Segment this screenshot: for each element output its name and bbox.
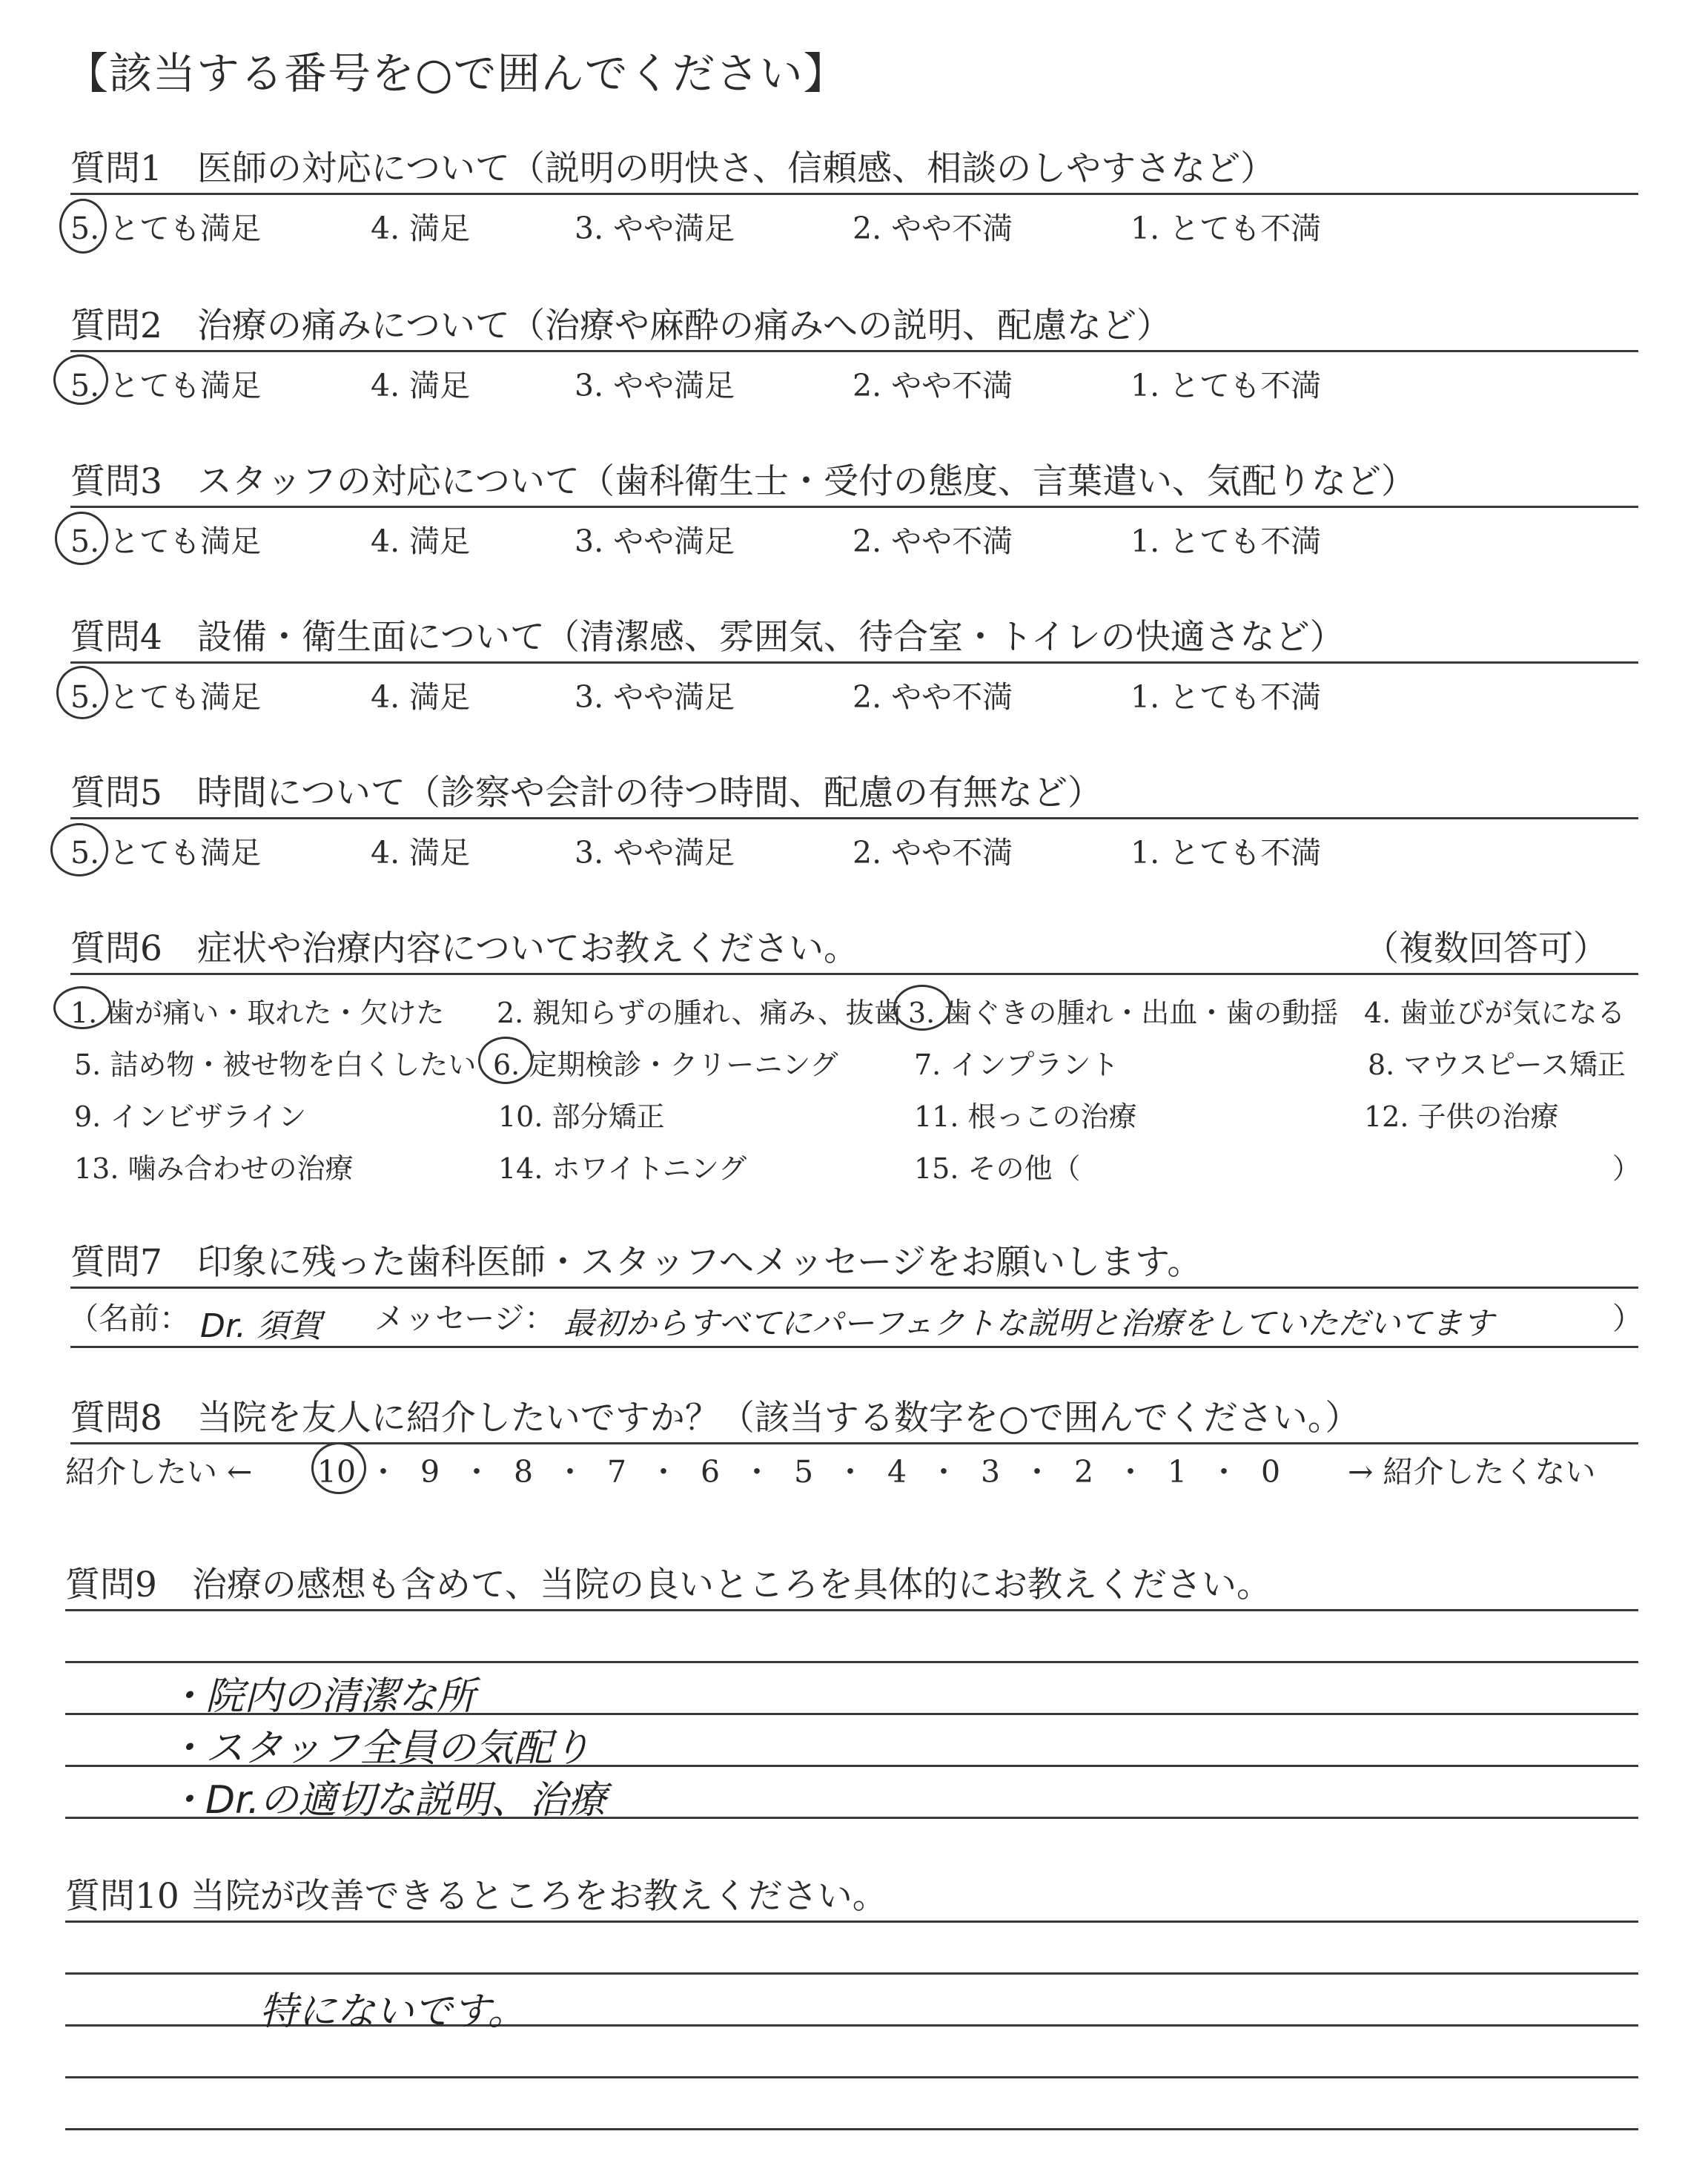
q6-option-3[interactable]: 3. 歯ぐきの腫れ・出血・歯の動揺 bbox=[908, 997, 1339, 1029]
question-6-title: 質問6 症状や治療内容についてお教えください。 bbox=[70, 928, 858, 969]
question-5-title: 質問5 時間について（診察や会計の待つ時間、配慮の有無など） bbox=[70, 773, 1102, 813]
q7-close-paren: ） bbox=[1612, 1301, 1643, 1336]
q8-selection-circle bbox=[311, 1442, 366, 1494]
q3-selection-circle bbox=[55, 512, 108, 565]
q6-option-5[interactable]: 5. 詰め物・被せ物を白くしたい bbox=[74, 1048, 477, 1081]
q8-scale-3[interactable]: 3 bbox=[980, 1454, 1001, 1490]
q6-option-12[interactable]: 12. 子供の治療 bbox=[1364, 1100, 1559, 1133]
q3-option-3[interactable]: 3. やや満足 bbox=[575, 524, 735, 559]
q6-option-4[interactable]: 4. 歯並びが気になる bbox=[1364, 997, 1626, 1029]
q3-option-5[interactable]: 5. とても満足 bbox=[70, 524, 262, 559]
q9-rule-2 bbox=[65, 1661, 1638, 1663]
q6-option-2[interactable]: 2. 親知らずの腫れ、痛み、抜歯 bbox=[497, 997, 902, 1029]
question-1-title: 質問1 医師の対応について（説明の明快さ、信頼感、相談のしやすさなど） bbox=[70, 148, 1276, 189]
q8-scale-0[interactable]: 0 bbox=[1260, 1454, 1281, 1490]
q8-scale-2[interactable]: 2 bbox=[1073, 1454, 1094, 1490]
q5-option-2[interactable]: 2. やや不満 bbox=[853, 835, 1013, 871]
q8-scale-10[interactable]: 10 bbox=[317, 1454, 357, 1490]
q8-scale-4[interactable]: 4 bbox=[887, 1454, 907, 1490]
q4-option-3[interactable]: 3. やや満足 bbox=[575, 679, 735, 715]
q4-option-5[interactable]: 5. とても満足 bbox=[70, 679, 262, 715]
question-7-answer-rule bbox=[70, 1346, 1638, 1348]
question-8-rule bbox=[70, 1442, 1638, 1444]
question-2-rule bbox=[70, 350, 1638, 352]
q5-selection-circle bbox=[50, 823, 108, 876]
q2-option-4[interactable]: 4. 満足 bbox=[371, 368, 471, 403]
q8-scale-separator: ・ bbox=[1208, 1454, 1239, 1490]
q1-option-5[interactable]: 5. とても満足 bbox=[70, 211, 262, 246]
q2-option-5[interactable]: 5. とても満足 bbox=[70, 368, 262, 403]
q10-rule-2 bbox=[65, 1972, 1638, 1975]
q7-name-label: （名前： bbox=[68, 1301, 190, 1336]
q5-option-4[interactable]: 4. 満足 bbox=[371, 835, 471, 871]
q8-scale-separator: ・ bbox=[741, 1454, 772, 1490]
q10-rule-4 bbox=[65, 2076, 1638, 2078]
q2-option-2[interactable]: 2. やや不満 bbox=[853, 368, 1013, 403]
q6-selection-circle-1 bbox=[53, 986, 111, 1029]
question-7-title: 質問7 印象に残った歯科医師・スタッフへメッセージをお願いします。 bbox=[70, 1242, 1202, 1283]
q2-selection-circle bbox=[53, 354, 108, 405]
q4-selection-circle bbox=[56, 666, 108, 719]
q6-option-14[interactable]: 14. ホワイトニング bbox=[498, 1152, 747, 1185]
q7-message-value[interactable]: 最初からすべてにパーフェクトな説明と治療をしていただいてます bbox=[563, 1305, 1494, 1341]
q6-option-7[interactable]: 7. インプラント bbox=[914, 1048, 1119, 1081]
q9-answer-1[interactable]: ・院内の清潔な所 bbox=[167, 1674, 476, 1719]
q5-option-5[interactable]: 5. とても満足 bbox=[70, 835, 262, 871]
q6-option-9[interactable]: 9. インビザライン bbox=[74, 1100, 307, 1133]
q3-option-4[interactable]: 4. 満足 bbox=[371, 524, 471, 559]
q7-name-value[interactable]: Dr. 須賀 bbox=[200, 1307, 322, 1345]
q4-option-4[interactable]: 4. 満足 bbox=[371, 679, 471, 715]
q4-option-1[interactable]: 1. とても不満 bbox=[1131, 679, 1322, 715]
q8-scale-separator: ・ bbox=[368, 1454, 399, 1490]
q1-option-3[interactable]: 3. やや満足 bbox=[575, 211, 735, 246]
q5-option-1[interactable]: 1. とても不満 bbox=[1131, 835, 1322, 871]
q6-option-10[interactable]: 10. 部分矯正 bbox=[498, 1100, 665, 1133]
q6-option-15-close: ） bbox=[1612, 1152, 1641, 1185]
question-7-rule bbox=[70, 1287, 1638, 1289]
q6-option-13[interactable]: 13. 噛み合わせの治療 bbox=[74, 1152, 354, 1185]
question-6-rule bbox=[70, 973, 1638, 975]
q7-message-label: メッセージ： bbox=[374, 1301, 555, 1336]
q2-option-1[interactable]: 1. とても不満 bbox=[1131, 368, 1322, 403]
q8-scale-separator: ・ bbox=[461, 1454, 492, 1490]
q5-option-3[interactable]: 3. やや満足 bbox=[575, 835, 735, 871]
q8-right-label: → 紹介したくない bbox=[1348, 1454, 1596, 1490]
q10-rule-1 bbox=[65, 1920, 1638, 1923]
q8-scale-separator: ・ bbox=[1115, 1454, 1146, 1490]
q8-scale-separator: ・ bbox=[835, 1454, 866, 1490]
question-3-title: 質問3 スタッフの対応について（歯科衛生士・受付の態度、言葉遣い、気配りなど） bbox=[70, 461, 1416, 502]
q8-scale-7[interactable]: 7 bbox=[606, 1454, 627, 1490]
q8-scale-separator: ・ bbox=[1022, 1454, 1053, 1490]
q8-scale-separator: ・ bbox=[928, 1454, 959, 1490]
question-1-rule bbox=[70, 193, 1638, 195]
q6-option-1[interactable]: 1. 歯が痛い・取れた・欠けた bbox=[70, 997, 445, 1029]
q8-scale-separator: ・ bbox=[555, 1454, 586, 1490]
q6-option-11[interactable]: 11. 根っこの治療 bbox=[914, 1100, 1137, 1133]
question-9-title: 質問9 治療の感想も含めて、当院の良いところを具体的にお教えください。 bbox=[65, 1565, 1271, 1605]
q9-answer-2[interactable]: ・スタッフ全員の気配り bbox=[167, 1726, 592, 1771]
question-8-title: 質問8 当院を友人に紹介したいですか？（該当する数字を○で囲んでください。） bbox=[70, 1398, 1360, 1439]
q8-scale-1[interactable]: 1 bbox=[1167, 1454, 1188, 1490]
q1-option-2[interactable]: 2. やや不満 bbox=[853, 211, 1013, 246]
q9-answer-3[interactable]: ・Dr.の適切な説明、治療 bbox=[167, 1778, 607, 1823]
question-4-title: 質問4 設備・衛生面について（清潔感、雰囲気、待合室・トイレの快適さなど） bbox=[70, 617, 1345, 658]
page-heading: 【該当する番号を○で囲んでください】 bbox=[65, 48, 847, 99]
q2-option-3[interactable]: 3. やや満足 bbox=[575, 368, 735, 403]
q4-option-2[interactable]: 2. やや不満 bbox=[853, 679, 1013, 715]
q6-option-6[interactable]: 6. 定期検診・クリーニング bbox=[493, 1048, 838, 1081]
q8-scale-9[interactable]: 9 bbox=[420, 1454, 440, 1490]
q8-scale-8[interactable]: 8 bbox=[513, 1454, 534, 1490]
q8-scale bbox=[315, 1447, 1292, 1491]
q9-rule-1 bbox=[65, 1609, 1638, 1611]
q6-option-15[interactable]: 15. その他（ bbox=[914, 1152, 1081, 1185]
q8-scale-5[interactable]: 5 bbox=[793, 1454, 814, 1490]
q1-option-4[interactable]: 4. 満足 bbox=[371, 211, 471, 246]
q6-selection-circle-3 bbox=[893, 985, 951, 1031]
q8-scale-6[interactable]: 6 bbox=[700, 1454, 721, 1490]
q3-option-2[interactable]: 2. やや不満 bbox=[853, 524, 1013, 559]
q8-left-label: 紹介したい ← bbox=[65, 1454, 253, 1490]
question-10-title: 質問10 当院が改善できるところをお教えください。 bbox=[65, 1876, 887, 1917]
q10-answer[interactable]: 特にないです。 bbox=[259, 1989, 526, 2034]
q8-scale-separator: ・ bbox=[648, 1454, 679, 1490]
q6-option-8[interactable]: 8. マウスピース矯正 bbox=[1368, 1048, 1626, 1081]
question-3-rule bbox=[70, 506, 1638, 508]
question-6-note: （複数回答可） bbox=[1364, 928, 1608, 969]
q1-selection-circle bbox=[59, 199, 107, 254]
q3-option-1[interactable]: 1. とても不満 bbox=[1131, 524, 1322, 559]
question-5-rule bbox=[70, 817, 1638, 819]
question-2-title: 質問2 治療の痛みについて（治療や麻酔の痛みへの説明、配慮など） bbox=[70, 305, 1172, 346]
q10-rule-5 bbox=[65, 2128, 1638, 2130]
question-4-rule bbox=[70, 661, 1638, 664]
q6-selection-circle-6 bbox=[478, 1037, 533, 1084]
q1-option-1[interactable]: 1. とても不満 bbox=[1131, 211, 1322, 246]
